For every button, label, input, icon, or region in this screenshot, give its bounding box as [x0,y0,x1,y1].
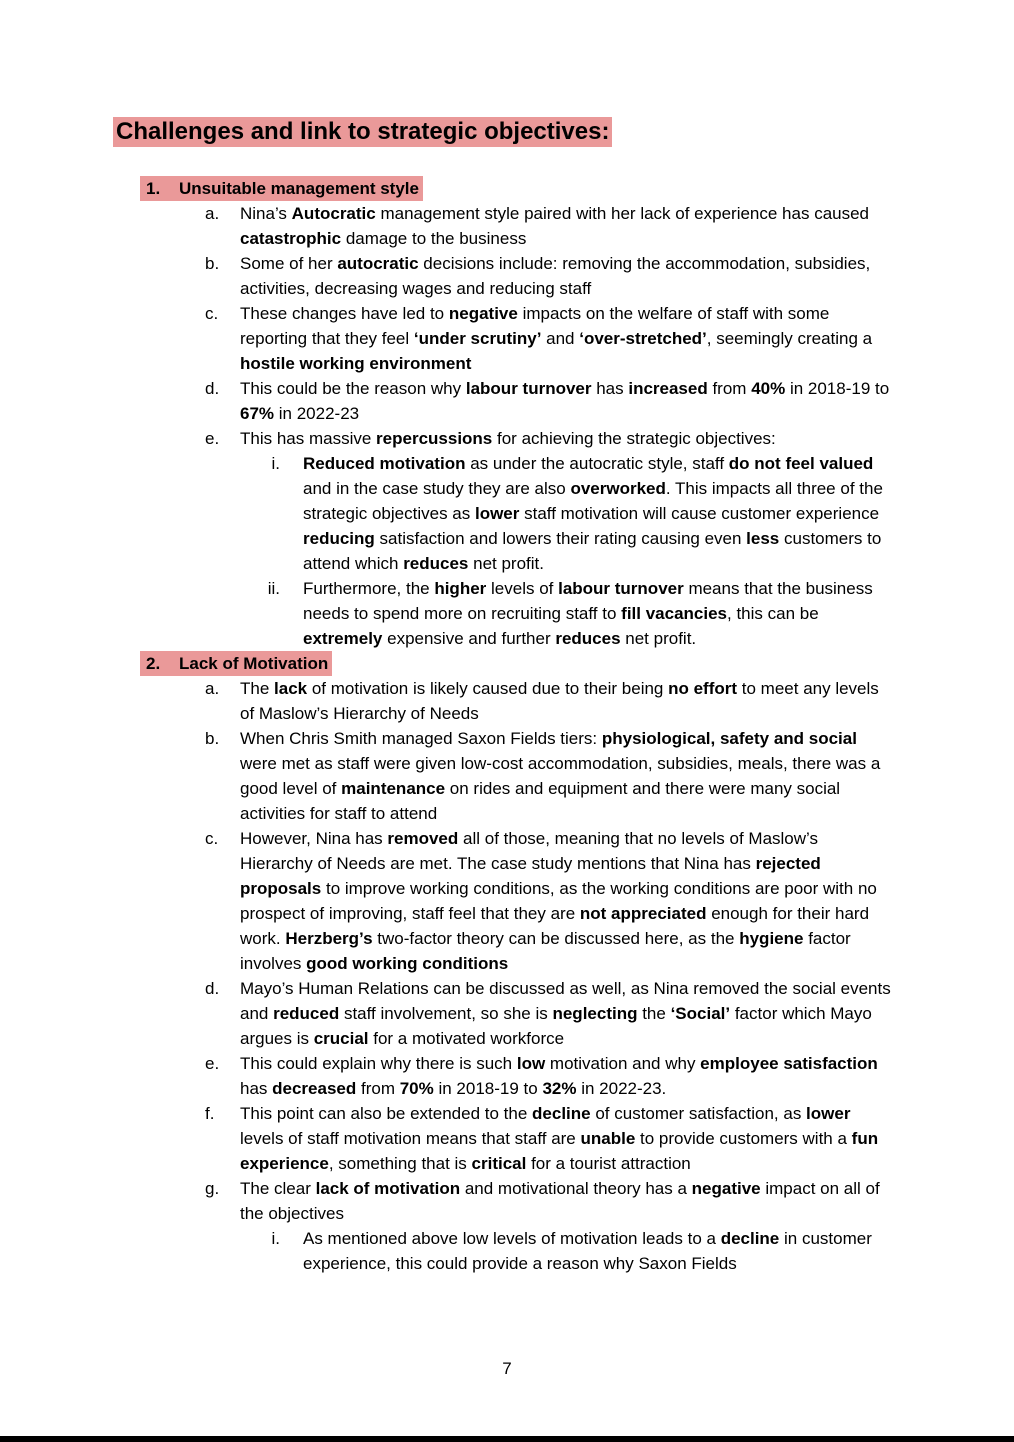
section-heading-text: Lack of Motivation [179,654,329,673]
list-marker: b. [205,254,220,273]
list-marker: a. [205,679,220,698]
list-item-text: This has massive repercussions for achieving the strategic objectives: [240,429,776,448]
list-marker: a. [205,204,220,223]
list-item [205,1051,1014,1101]
list-item-text: Reduced motivation as under the autocratic style, staff do not feel valued and in the case study they are also overworked. This impacts all three of the strategic objectives as lower staff motivation will cause customer experience reducing satisfaction and lowers their rating causing even less customers to attend which reduces net profit. [303,454,883,573]
section-number: 1. [146,179,161,198]
list-marker: g. [205,1179,220,1198]
section-heading [140,176,1014,201]
list-item-text: The clear lack of motivation and motivational theory has a negative impact on all of the objectives [240,1179,880,1223]
list-item-text: When Chris Smith managed Saxon Fields tiers: physiological, safety and social were met as staff were given low-cost accommodation, subsidies, meals, there was a good level of maintenance on rides and equipment and there were many social activities for staff to attend [240,729,881,823]
list-item-text: Furthermore, the higher levels of labour turnover means that the business needs to spend more on recruiting staff to fill vacancies, this can be extremely expensive and further reduces net profit. [303,579,873,648]
list-marker: e. [205,1054,220,1073]
list-item [205,251,1014,301]
list-item [205,301,1014,376]
list-item-text: This could explain why there is such low motivation and why employee satisfaction has decreased from 70% in 2018-19 to 32% in 2022-23. [240,1054,878,1098]
list-marker: i. [271,454,280,473]
list-item-text: Some of her autocratic decisions include: removing the accommodation, subsidies, activities, decreasing wages and reducing staff [240,254,871,298]
list-item-text: This could be the reason why labour turnover has increased from 40% in 2018-19 to 67% in 2022-23 [240,379,890,423]
sub-list-item [240,576,1014,651]
page-break-bar [0,1436,1014,1442]
document-content [0,117,1014,1276]
list-item [205,201,1014,251]
list-item-text: Nina’s Autocratic management style paired with her lack of experience has caused catastrophic damage to the business [240,204,870,248]
list-marker: ii. [267,579,280,598]
page-number: 7 [502,1359,512,1378]
section-heading [140,651,1014,676]
list-marker: d. [205,379,220,398]
section-heading-text: Unsuitable management style [179,179,419,198]
sub-list-item [240,451,1014,576]
list-item [205,1176,1014,1226]
list-marker: f. [205,1104,215,1123]
list-item [205,676,1014,726]
sections-container [0,176,1014,1276]
section-heading-highlight [140,176,423,201]
page-title: Challenges and link to strategic objectives: [113,117,612,147]
list-marker: c. [205,829,219,848]
list-marker: d. [205,979,220,998]
list-marker: c. [205,304,219,323]
list-item-text: Mayo’s Human Relations can be discussed as well, as Nina removed the social events and reduced staff involvement, so she is neglecting the ‘Social’ factor which Mayo argues is crucial for a motivated workforce [240,979,891,1048]
list-item [205,976,1014,1051]
list-item-text: As mentioned above low levels of motivation leads to a decline in customer experience, this could provide a reason why Saxon Fields [303,1229,872,1273]
list-item [205,1101,1014,1176]
list-item-text: These changes have led to negative impacts on the welfare of staff with some reporting that they feel ‘under scrutiny’ and ‘over-stretched’, seemingly creating a hostile working environment [240,304,873,373]
list-marker: e. [205,429,220,448]
section-heading-highlight [140,651,332,676]
list-item-text: This point can also be extended to the decline of customer satisfaction, as lower levels of staff motivation means that staff are unable to provide customers with a fun experience, something that is critical for a tourist attraction [240,1104,879,1173]
list-item-text: The lack of motivation is likely caused due to their being no effort to meet any levels of Maslow’s Hierarchy of Needs [240,679,879,723]
list-item [205,426,1014,451]
sub-list-item [240,1226,1014,1276]
list-item [205,376,1014,426]
title-row [113,117,1014,147]
list-item-text: However, Nina has removed all of those, meaning that no levels of Maslow’s Hierarchy of Needs are met. The case study mentions that Nina has rejected proposals to improve working conditions, as the working conditions are poor with no prospect of improving, staff feel that they are not appreciated enough for their hard work. Herzberg’s two-factor theory can be discussed here, as the hygiene factor involves good working conditions [240,829,877,973]
list-marker: i. [271,1229,280,1248]
list-item [205,826,1014,976]
list-item [205,726,1014,826]
section-number: 2. [146,654,161,673]
list-marker: b. [205,729,220,748]
